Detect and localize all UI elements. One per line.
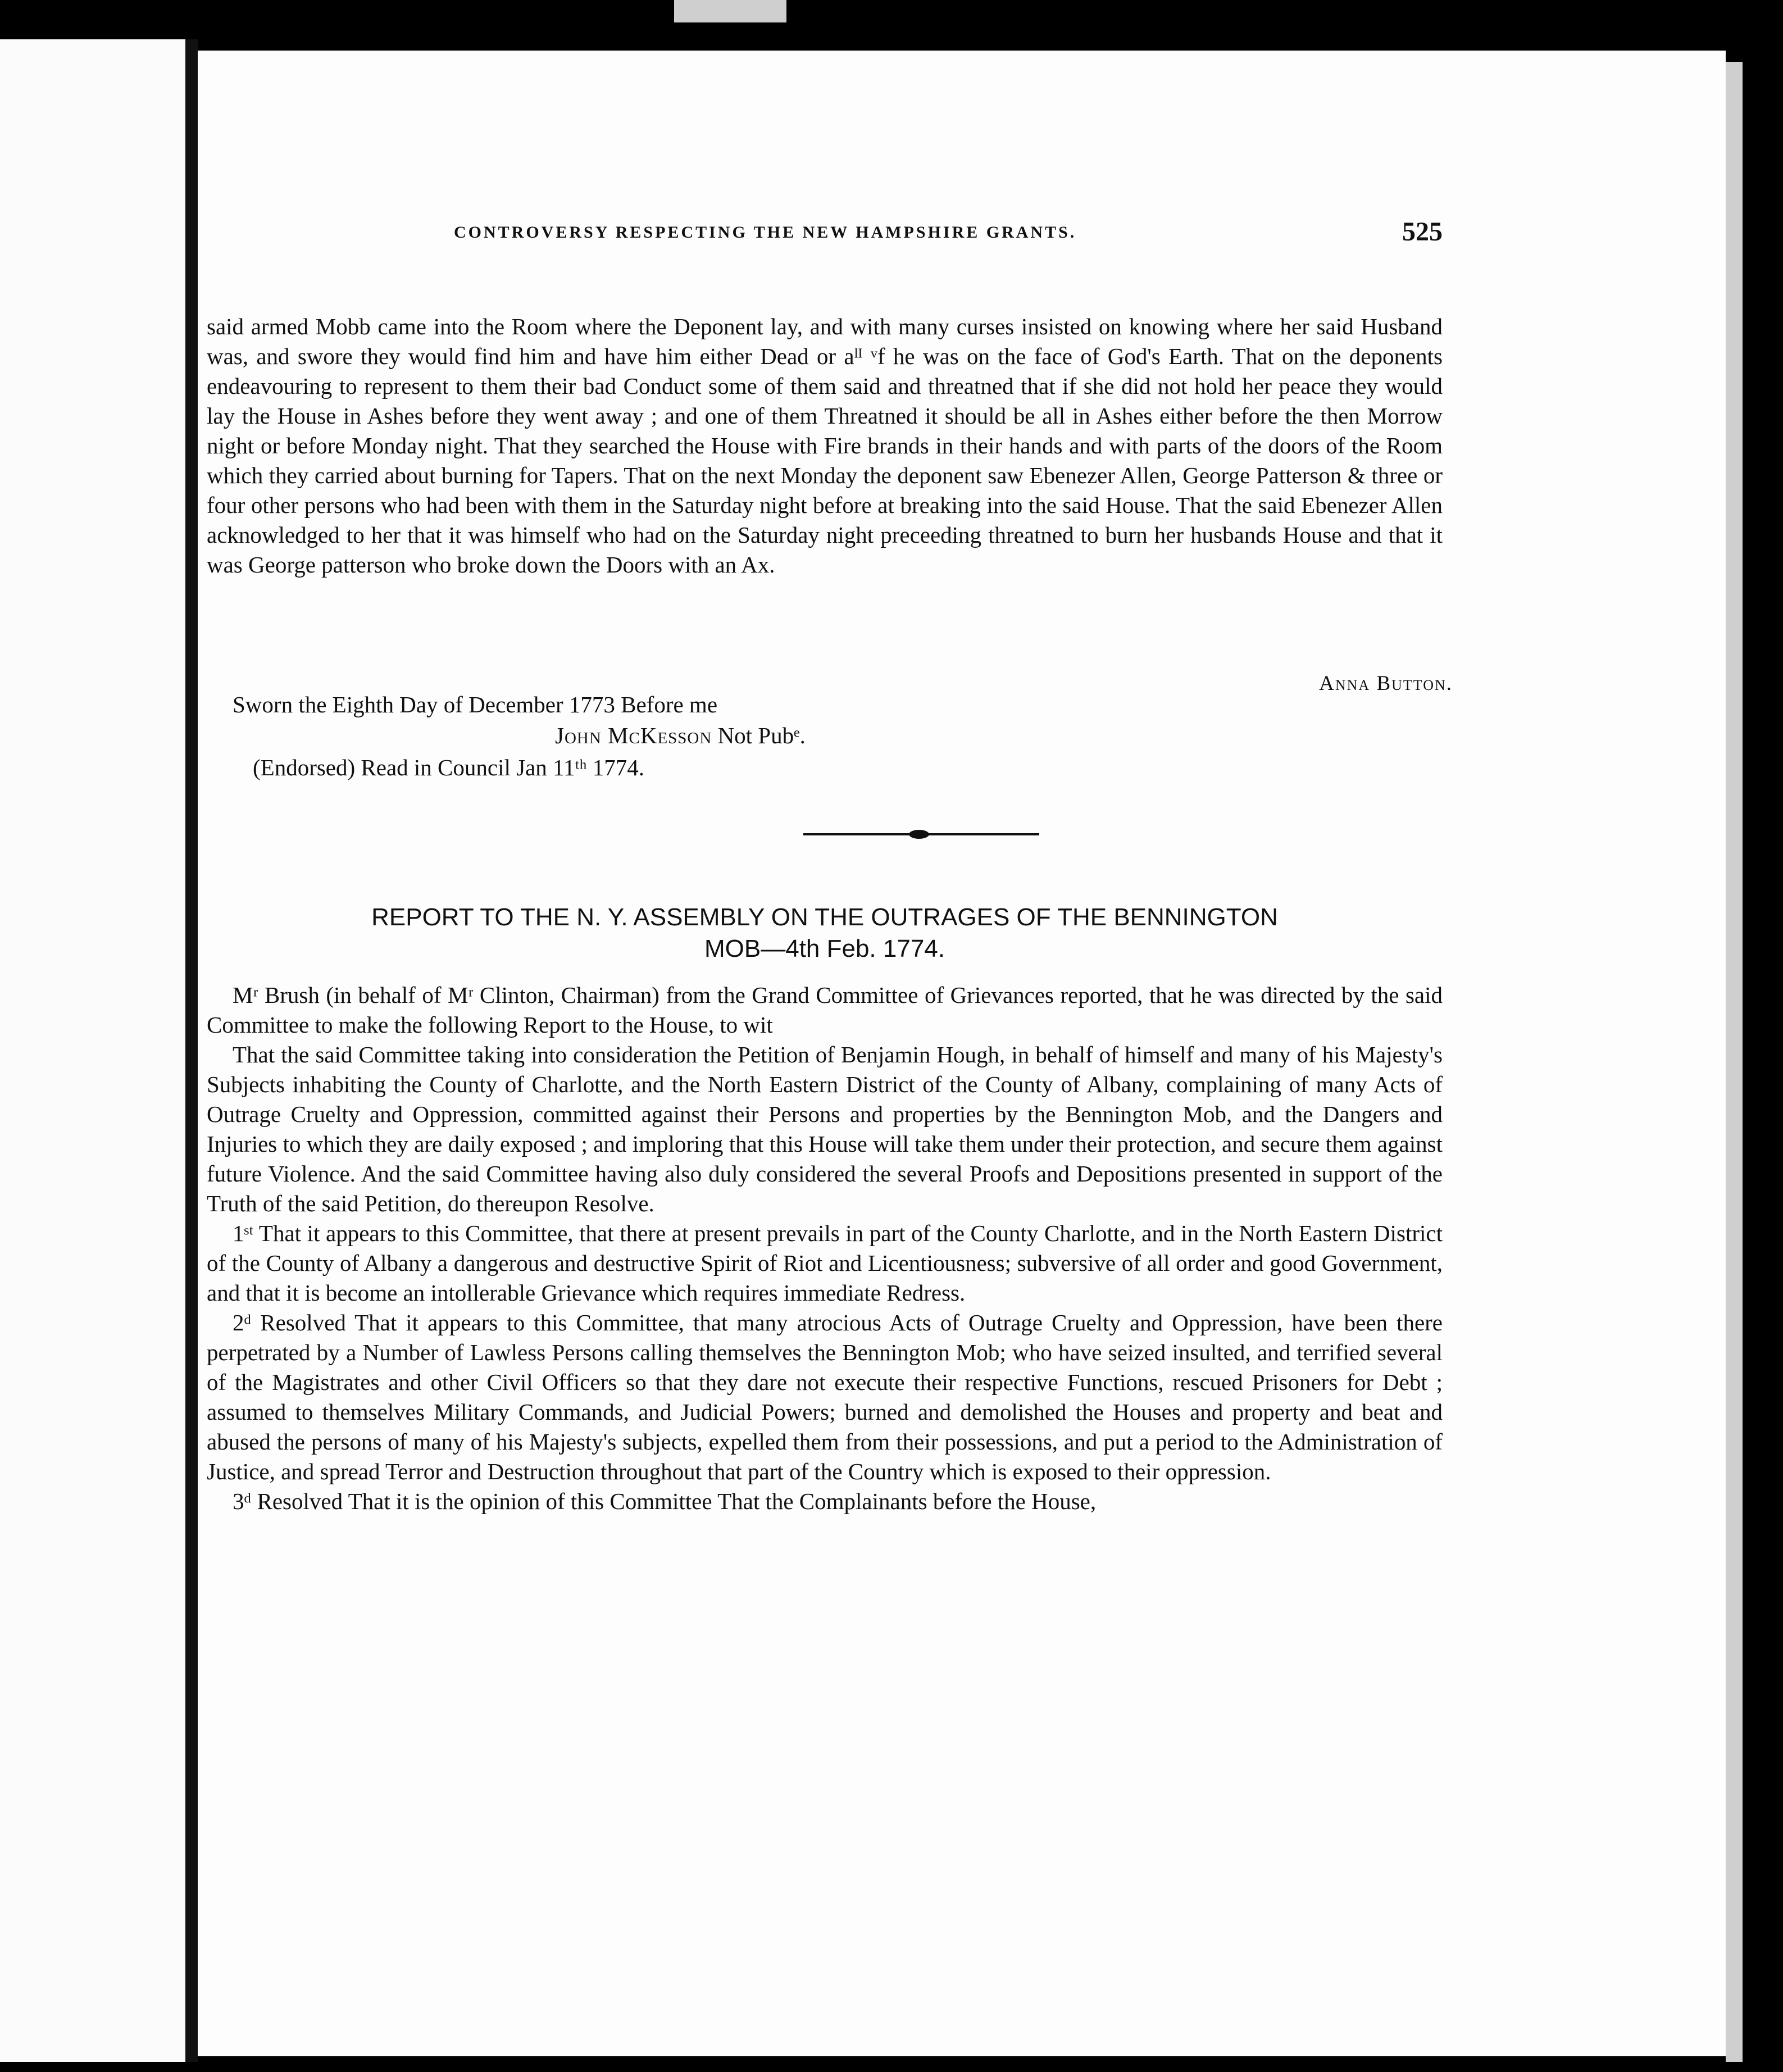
report-paragraph: 3ᵈ Resolved That it is the opinion of this Committee That the Complainants before the House, [233, 1488, 1097, 1514]
endorsement: (Endorsed) Read in Council Jan 11ᵗʰ 1774. [253, 755, 645, 780]
report-paragraph: Mʳ Brush (in behalf of Mʳ Clinton, Chairman) from the Grand Committee of Grievances reported, that he was directed by the said Committee to make the following Report to the House, to wit [207, 982, 1443, 1038]
notary-title: Not Pubᵉ. [717, 723, 806, 748]
report-paragraph: 2ᵈ Resolved That it appears to this Committee, that many atrocious Acts of Outrage Cruelty and Oppression, have been there perpetrated by a Number of Lawless Persons calling themselves the Bennington Mob; who have seized insulted, and terrified several of the Magistrates and other Civil Officers so that they dare not execute their respective Functions, rescued Prisoners for Debt ; assumed to themselves Military Commands, and Judicial Powers; burned and demolished the Houses and property and beat and abused the persons of many of his Majesty's subjects, expelled them from their possessions, and put a period to the Administration of Justice, and spread Terror and Destruction throughout that part of the Country which is exposed to their oppression. [207, 1310, 1443, 1484]
divider-ornament [909, 830, 929, 839]
report-body [207, 980, 1443, 1516]
report-title-line-2: MOB—4th Feb. 1774. [704, 935, 945, 962]
book-gutter [185, 39, 198, 2062]
signature: Anna Button. [1319, 672, 1453, 695]
report-title-line-1: REPORT TO THE N. Y. ASSEMBLY ON THE OUTRAGES OF THE BENNINGTON [371, 903, 1278, 931]
sworn-line: Sworn the Eighth Day of December 1773 Before me [233, 692, 718, 717]
facing-page [0, 39, 185, 2062]
page-edge-scrap [674, 0, 786, 22]
deposition-text: said armed Mobb came into the Room where the Deponent lay, and with many curses insisted on knowing where her said Husband was, and swore they would find him and have him either Dead or aˡᴵ ᵛf he was on the face of God's Earth. That on the deponents endeavouring to represent to them their bad Conduct some of them said and threatned that if she did not hold her peace they would lay the House in Ashes before they went away ; and one of them Threatned it should be all in Ashes either before the then Morrow night or before Monday night. That they searched the House with Fire brands in their hands and with parts of the doors of the Room which they carried about burning for Tapers. That on the next Monday the deponent saw Ebenezer Allen, George Patterson & three or four other persons who had been with them in the Saturday night before at breaking into the said House. That the said Ebenezer Allen acknowledged to her that it was himself who had on the Saturday night preceeding threatned to burn her husbands House and that it was George patterson who broke down the Doors with an Ax. [207, 313, 1443, 578]
report-paragraph: 1ˢᵗ That it appears to this Committee, that there at present prevails in part of the County Charlotte, and in the North Eastern District of the County of Albany a dangerous and destructive Spirit of Riot and Licentiousness; subversive of all order and good Government, and that it is become an intollerable Grievance which requires immediate Redress. [207, 1220, 1443, 1306]
report-paragraph: That the said Committee taking into consideration the Petition of Benjamin Hough, in behalf of himself and many of his Majesty's Subjects inhabiting the County of Charlotte, and the North Eastern District of the County of Albany, complaining of many Acts of Outrage Cruelty and Oppression, committed against their Persons and properties by the Bennington Mob, and the Dangers and Injuries to which they are daily exposed ; and imploring that this House will take them under their protection, and secure them against future Violence. And the said Committee having also duly considered the several Proofs and Depositions presented in support of the Truth of the said Petition, do thereupon Resolve. [207, 1042, 1443, 1216]
notary-line [555, 722, 806, 749]
running-header [207, 216, 1443, 256]
notary-name: John McKesson [555, 723, 712, 748]
report-title [207, 902, 1443, 965]
running-title: CONTROVERSY RESPECTING THE NEW HAMPSHIRE GRANTS. [454, 223, 1077, 242]
page-edge [1726, 62, 1743, 2062]
page-number: 525 [1402, 217, 1443, 247]
